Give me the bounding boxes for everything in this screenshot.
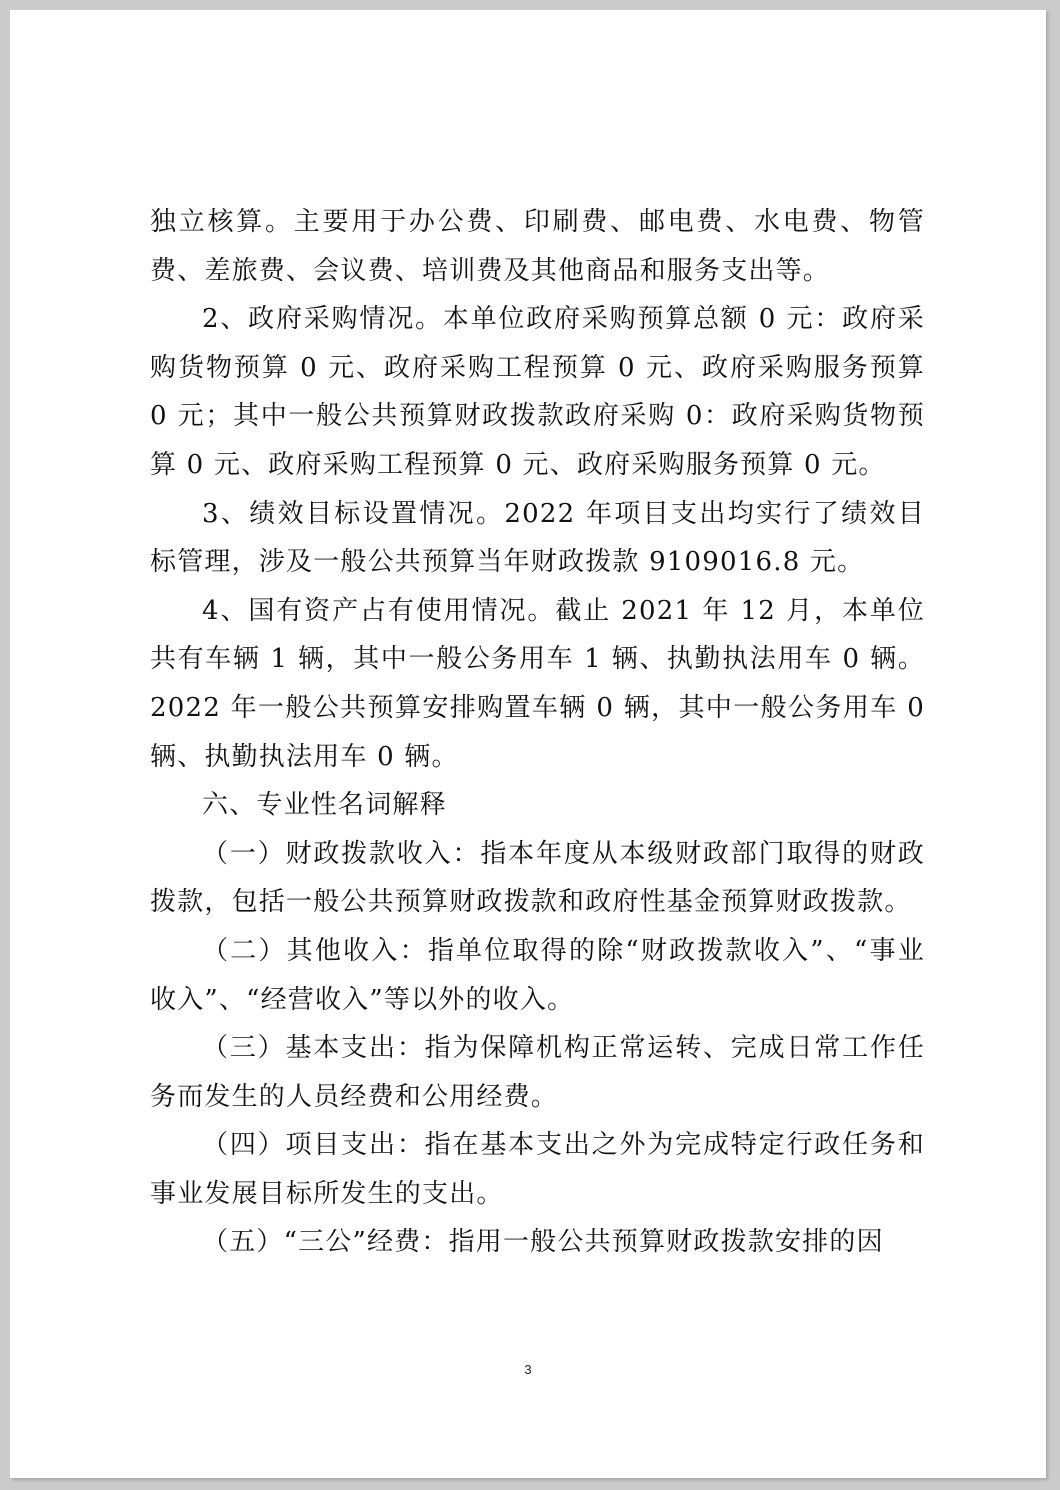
paragraph-performance-targets: 3、绩效目标设置情况。2022 年项目支出均实行了绩效目标管理，涉及一般公共预算当年财政拨款 9109016.8 元。 — [150, 498, 925, 578]
term-basic-expenditure: （三）基本支出：指为保障机构正常运转、完成日常工作任务而发生的人员经费和公用经费。 — [150, 1033, 925, 1112]
term-project-expenditure: （四）项目支出：指在基本支出之外为完成特定行政任务和事业发展目标所发生的支出。 — [150, 1130, 925, 1209]
page-number: 3 — [524, 1362, 532, 1377]
paragraph-continuation: 独立核算。主要用于办公费、印刷费、邮电费、水电费、物管费、差旅费、会议费、培训费及其他商品和服务支出等。 — [150, 207, 925, 286]
term-other-income: （二）其他收入：指单位取得的除“财政拨款收入”、“事业收入”、“经营收入”等以外的收入。 — [150, 935, 925, 1015]
term-three-public-expenses: （五）“三公”经费：指用一般公共预算财政拨款安排的因 — [202, 1227, 884, 1258]
body-text — [150, 198, 925, 1267]
paragraph-government-procurement: 2、政府采购情况。本单位政府采购预算总额 0 元：政府采购货物预算 0 元、政府采购工程预算 0 元、政府采购服务预算 0 元；其中一般公共预算财政拨款政府采购 0：政府采购货物预算 0 元、政府采购工程预算 0 元、政府采购服务预算 0 元。 — [150, 304, 925, 480]
document-page — [10, 10, 1046, 1478]
paragraph-state-assets: 4、国有资产占有使用情况。截止 2021 年 12 月，本单位共有车辆 1 辆，其中一般公务用车 1 辆、执勤执法用车 0 辆。2022 年一般公共预算安排购置车辆 0 辆，其中一般公务用车 0 辆、执勤执法用车 0 辆。 — [150, 595, 925, 772]
term-fiscal-appropriation-income: （一）财政拨款收入：指本年度从本级财政部门取得的财政拨款，包括一般公共预算财政拨款和政府性基金预算财政拨款。 — [150, 838, 925, 918]
section-heading-terms: 六、专业性名词解释 — [202, 790, 447, 821]
